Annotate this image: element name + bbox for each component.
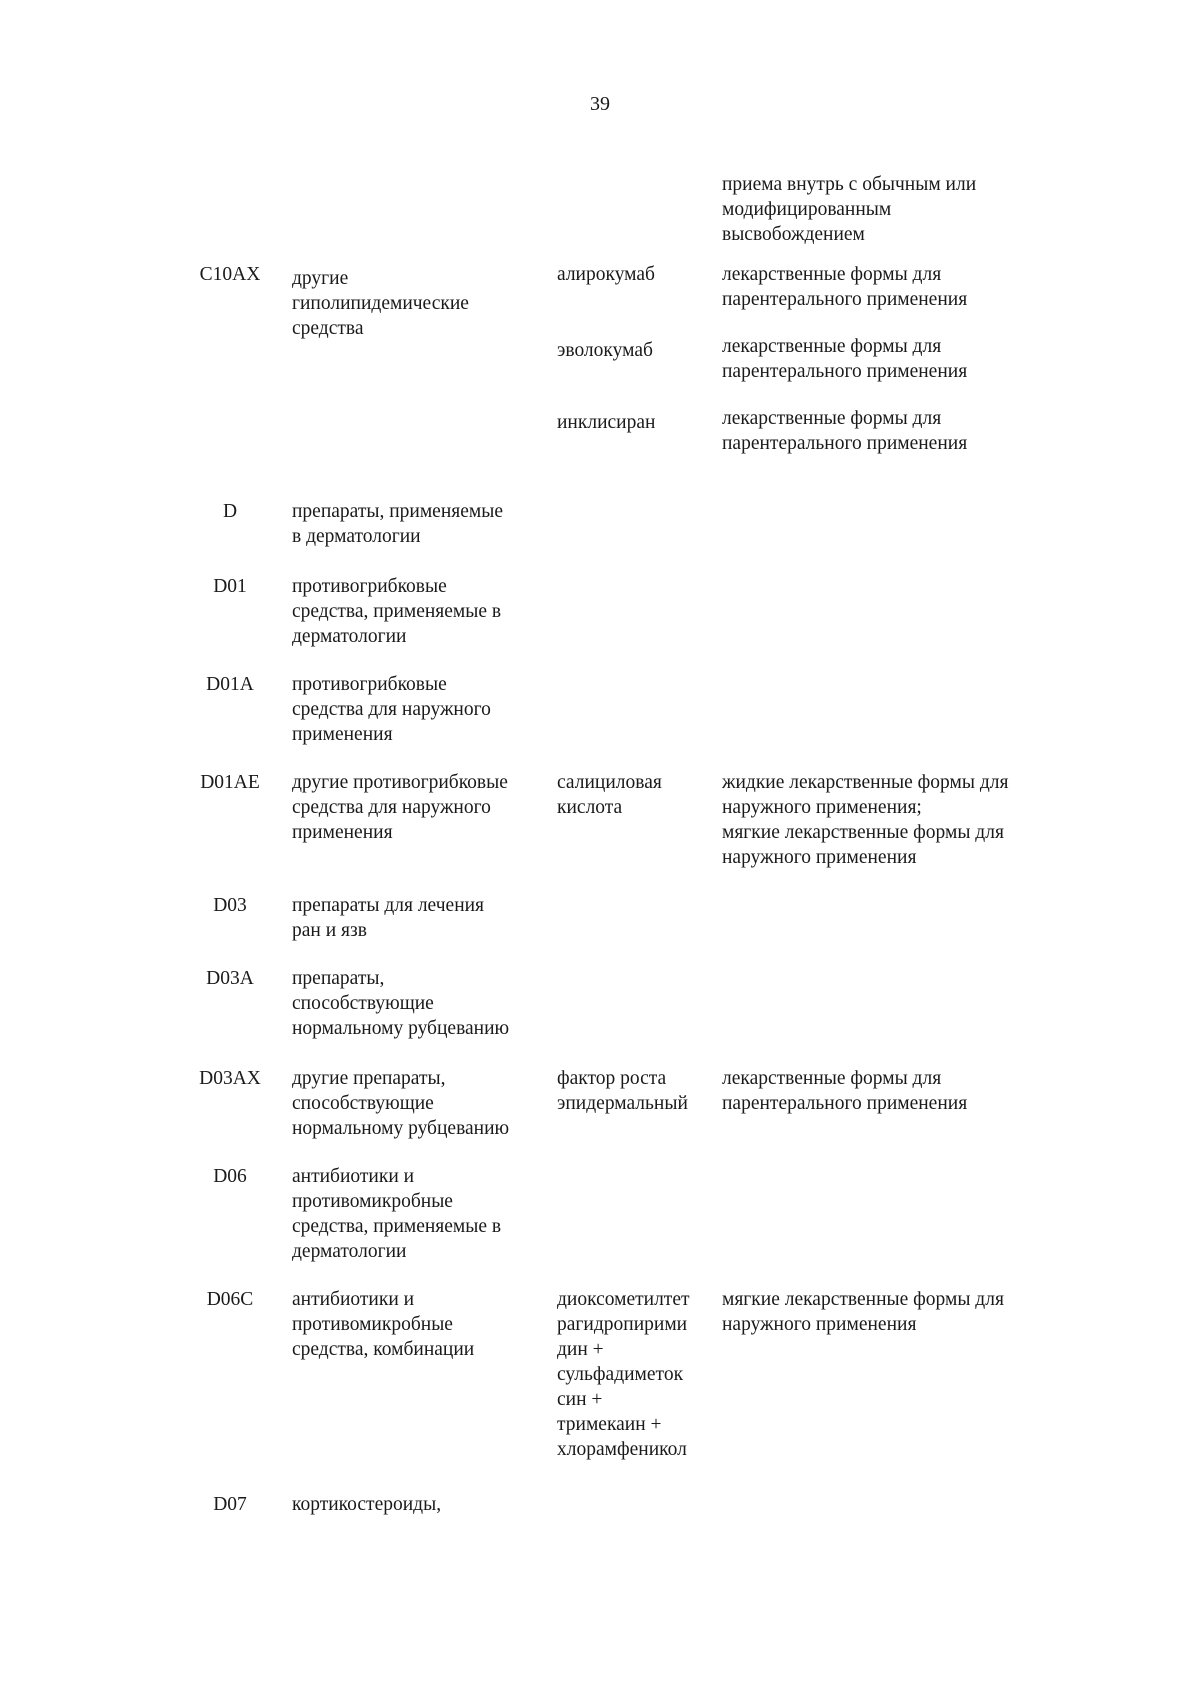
group-line: противомикробные [292,1191,453,1212]
drug-line: син + [557,1389,603,1410]
atc-code: D06C [206,1289,254,1310]
group-line: применения [292,822,393,843]
group-line: ран и язв [292,920,367,941]
group-name [292,1492,554,1517]
drug-name [557,1287,717,1462]
dosage-form-line: наружного применения [722,1314,917,1335]
dosage-form-cell [722,1287,1082,1337]
group-line: антибиотики и [292,1166,415,1187]
group-line: антибиотики и [292,1289,415,1310]
drug-line: диоксометилтет [557,1289,690,1310]
group-line: противогрибковые [292,576,447,597]
group-name [292,499,554,549]
dosage-form-line: мягкие лекарственные формы для [722,822,1004,843]
atc-code: D [222,501,238,522]
dosage-form-line: наружного применения [722,847,917,868]
atc-code: D01A [206,674,254,695]
atc-code: D01 [213,576,247,597]
atc-code: D06 [213,1166,247,1187]
drug-name [557,770,717,820]
dosage-form-line: лекарственные формы для [722,264,942,285]
group-line: средства для наружного [292,797,491,818]
group-line: препараты для лечения [292,895,485,916]
group-line: другие [292,268,349,289]
group-line: средства [292,318,364,339]
dosage-form-line: парентерального применения [722,1093,968,1114]
drug-line: фактор роста [557,1068,667,1089]
group-name [292,672,554,747]
group-line: кортикостероиды, [292,1494,442,1515]
dosage-form-line: парентерального применения [722,433,968,454]
dosage-form-line: парентерального применения [722,289,968,310]
group-line: препараты, применяемые [292,501,503,522]
dosage-form-cell [722,334,1082,384]
dosage-form-line: приема внутрь с обычным или [722,174,977,195]
group-line: противомикробные [292,1314,453,1335]
dosage-form-line: лекарственные формы для [722,408,942,429]
drug-line: дин + [557,1339,604,1360]
group-name [292,893,554,943]
group-line: гиполипидемические [292,293,469,314]
group-line: нормальному рубцеванию [292,1118,510,1139]
dosage-form-line: мягкие лекарственные формы для [722,1289,1004,1310]
drug-line: тримекаин + [557,1414,662,1435]
drug-line: хлорамфеникол [557,1439,687,1460]
drug-line: рагидропирими [557,1314,688,1335]
dosage-form-cell [722,262,1082,312]
group-name [292,574,554,649]
group-line: противогрибковые [292,674,447,695]
dosage-form-cell [722,172,1082,247]
group-name [292,1287,554,1362]
group-line: препараты, [292,968,385,989]
atc-code: D01AE [200,772,260,793]
group-name [292,966,554,1041]
group-line: другие препараты, [292,1068,446,1089]
drug-line: алирокумаб [557,264,655,285]
page-number: 39 [590,93,610,115]
drug-name [557,338,717,363]
dosage-form-line: парентерального применения [722,361,968,382]
dosage-form-line: жидкие лекарственные формы для [722,772,1009,793]
group-line: способствующие [292,993,434,1014]
atc-code: D03AX [199,1068,261,1089]
group-line: дерматологии [292,1241,407,1262]
group-name [292,1066,554,1141]
dosage-form-cell [722,770,1082,870]
drug-name [557,1066,717,1116]
group-name [292,770,554,845]
drug-line: кислота [557,797,623,818]
drug-line: инклисиран [557,412,656,433]
group-line: дерматологии [292,626,407,647]
dosage-form-cell [722,406,1082,456]
drug-line: салициловая [557,772,662,793]
drug-name [557,410,717,435]
dosage-form-line: модифицированным [722,199,892,220]
dosage-form-line: наружного применения; [722,797,922,818]
dosage-form-line: лекарственные формы для [722,336,942,357]
group-line: средства, комбинации [292,1339,475,1360]
atc-code: D03A [206,968,254,989]
group-line: применения [292,724,393,745]
dosage-form-line: высвобождением [722,224,865,245]
group-line: средства для наружного [292,699,491,720]
drug-line: эволокумаб [557,340,653,361]
group-line: другие противогрибковые [292,772,508,793]
group-line: способствующие [292,1093,434,1114]
atc-code: C10AX [199,264,261,285]
dosage-form-cell [722,1066,1082,1116]
group-line: в дерматологии [292,526,421,547]
drug-line: эпидермальный [557,1093,688,1114]
group-name [292,266,554,341]
atc-code: D07 [213,1494,247,1515]
atc-code: D03 [213,895,247,916]
group-line: средства, применяемые в [292,601,502,622]
group-line: нормальному рубцеванию [292,1018,510,1039]
dosage-form-line: лекарственные формы для [722,1068,942,1089]
drug-line: сульфадиметок [557,1364,684,1385]
group-line: средства, применяемые в [292,1216,502,1237]
drug-name [557,262,717,287]
group-name [292,1164,554,1264]
